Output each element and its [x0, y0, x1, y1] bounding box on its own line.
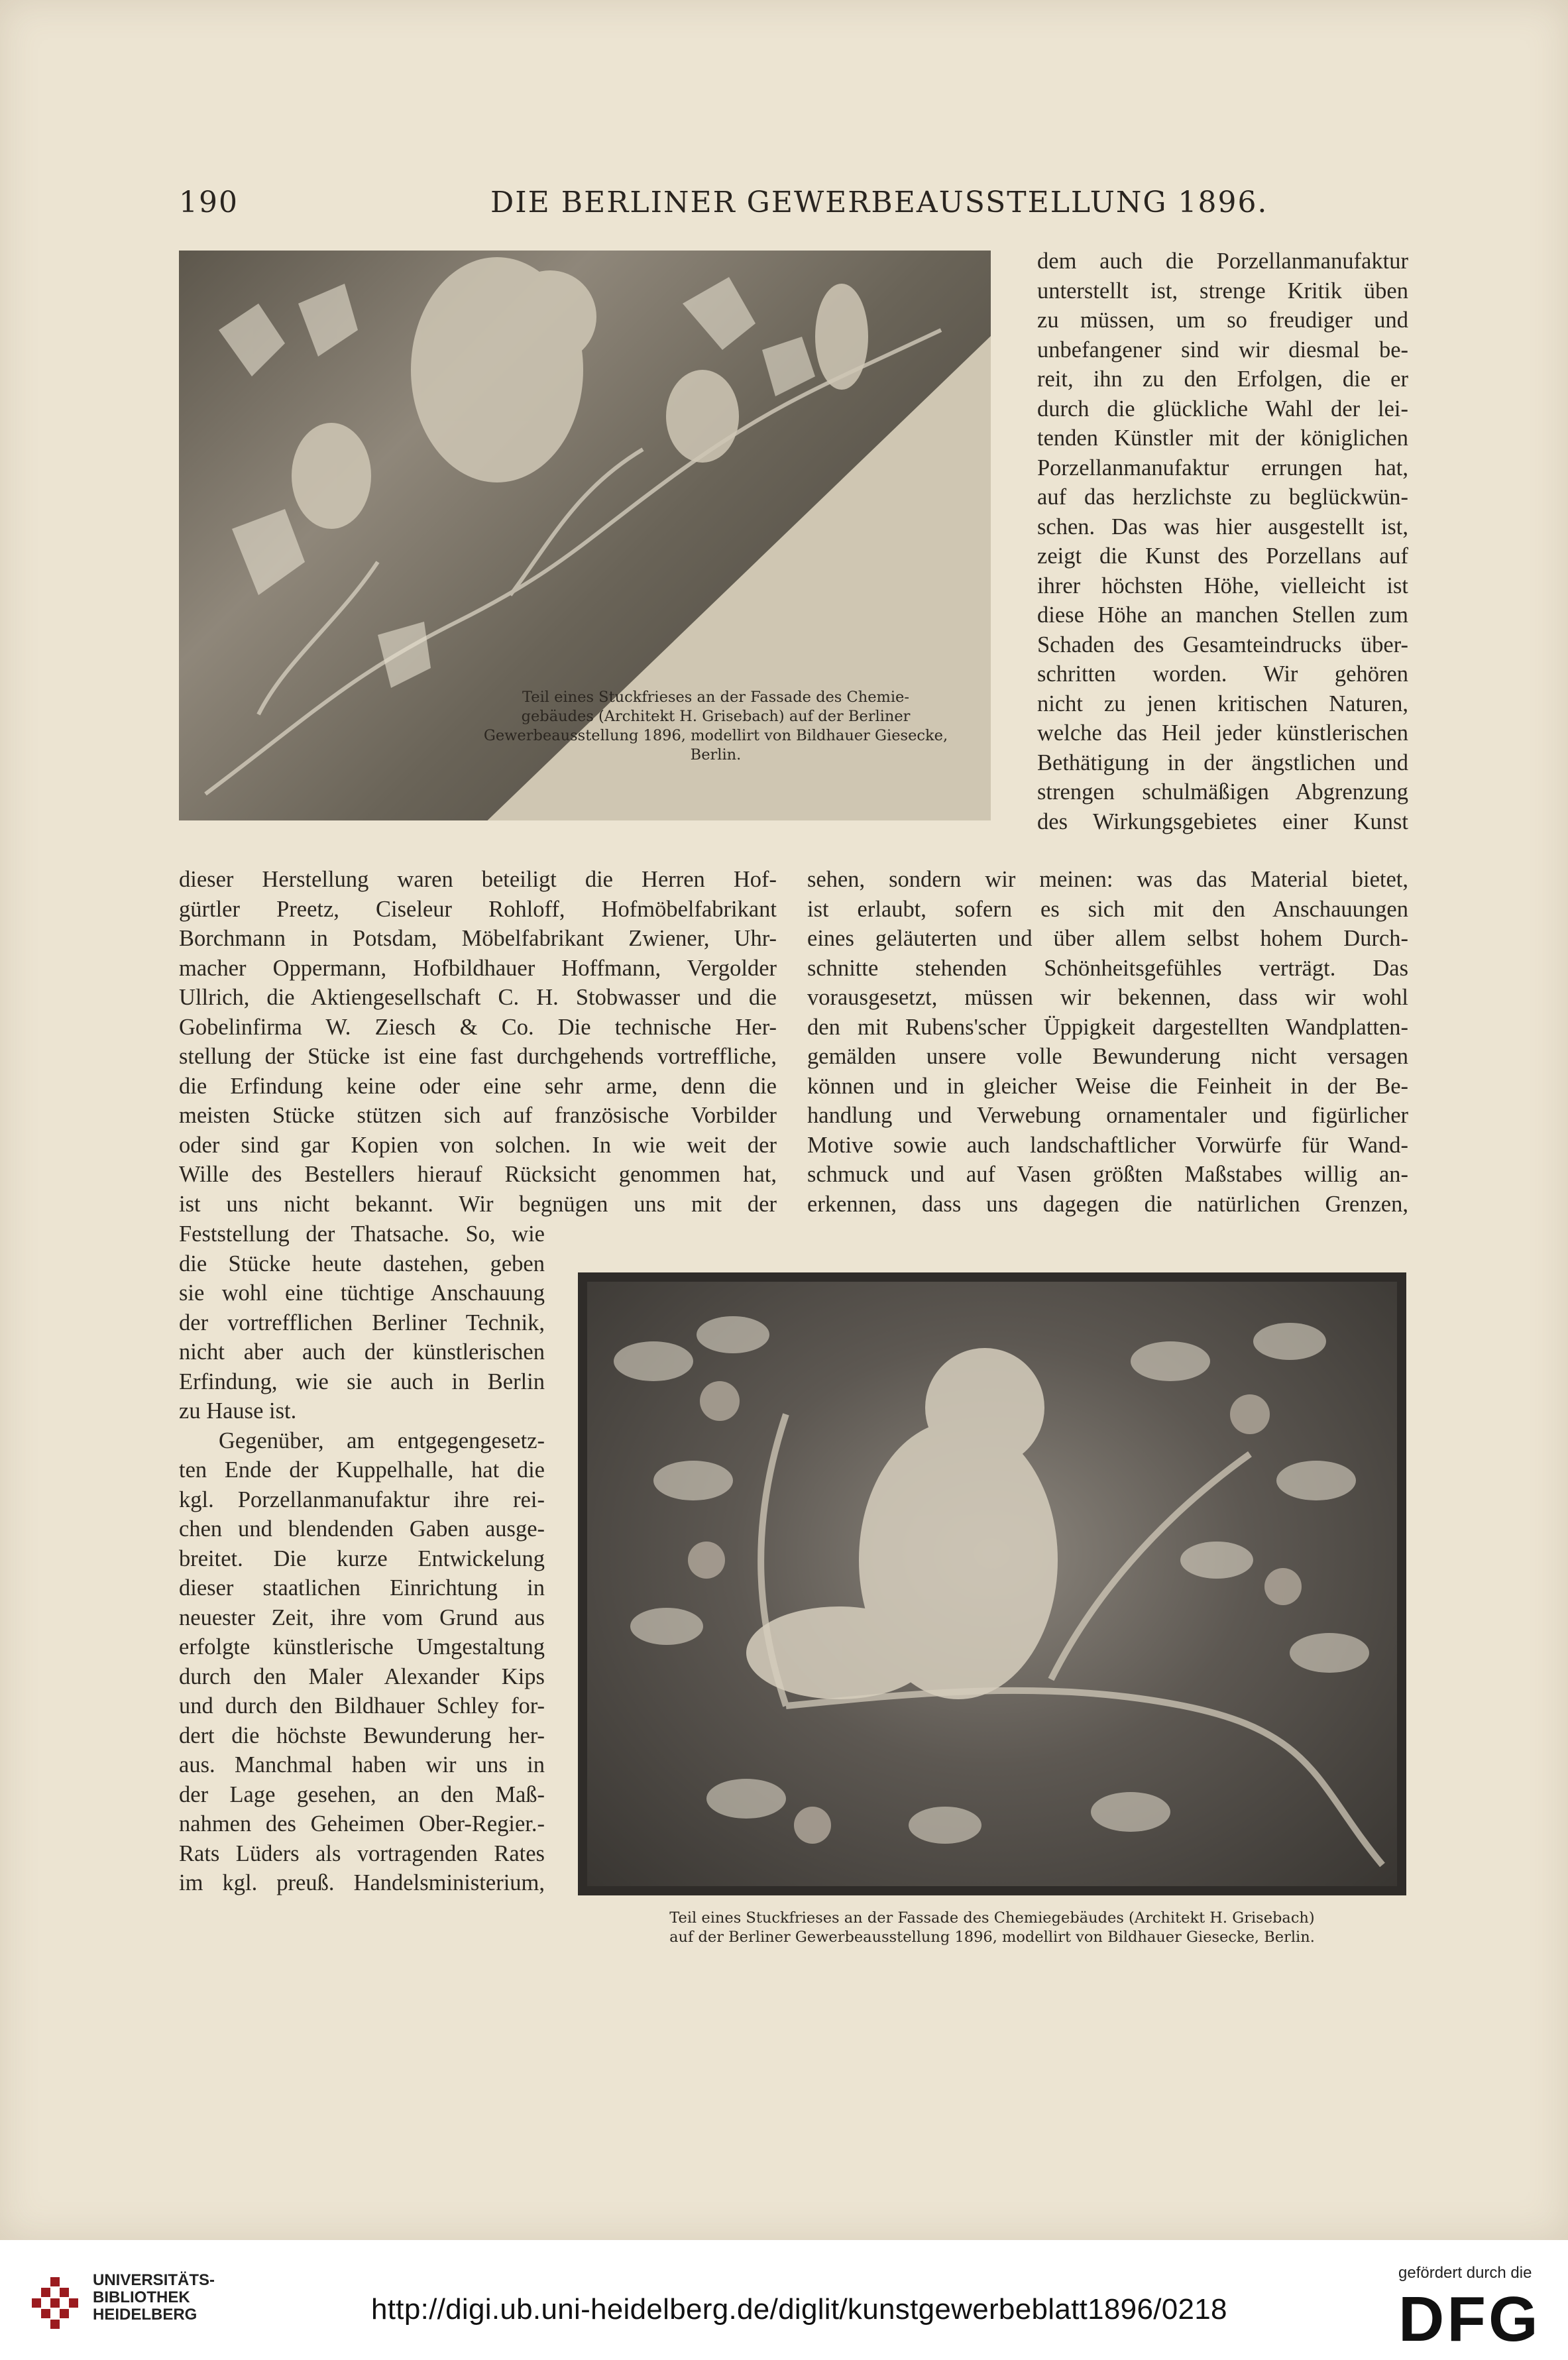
text-line: gürtler Preetz, Ciseleur Rohloff, Hofmöbelfabrikant: [179, 896, 777, 922]
text-line: ist uns nicht bekannt. Wir begnügen uns mit der: [179, 1191, 777, 1217]
text-line: durch die glückliche Wahl der lei-: [1037, 396, 1408, 421]
text-line: oder sind gar Kopien von solchen. In wie weit der: [179, 1132, 777, 1158]
text-line: dert die höchste Bewunderung her-: [179, 1722, 545, 1748]
text-line: eines geläuterten und über allem selbst hohem Durch-: [807, 926, 1408, 951]
text-line: vorausgesetzt, müssen wir bekennen, dass wir wohl: [807, 985, 1408, 1010]
text-line: Erfindung, wie sie auch in Berlin: [179, 1369, 545, 1394]
text-line: schmuck und auf Vasen größten Maßstabes willig an-: [807, 1162, 1408, 1187]
text-line: welche das Heil jeder künstlerischen: [1037, 720, 1408, 746]
text-line: neuester Zeit, ihre vom Grund aus: [179, 1604, 545, 1630]
text-line: Feststellung der Thatsache. So, wie: [179, 1221, 545, 1247]
text-line: erkennen, dass uns dagegen die natürlichen Grenzen,: [807, 1191, 1408, 1217]
text-line: zu müssen, um so freudiger und: [1037, 308, 1408, 333]
text-line: schnitte stehenden Schönheitsgefühles verträgt. Das: [807, 955, 1408, 981]
right-column-top: [1037, 247, 1408, 836]
figure-1-caption: [471, 688, 961, 765]
text-line: unbefangener sind wir diesmal be-: [1037, 337, 1408, 363]
text-line: unterstellt ist, strenge Kritik üben: [1037, 278, 1408, 304]
text-line: können und in gleicher Weise die Feinheit in der Be-: [807, 1073, 1408, 1099]
right-column-middle: [807, 865, 1408, 1219]
frieze-image-2: [587, 1282, 1397, 1886]
text-line: durch den Maler Alexander Kips: [179, 1663, 545, 1689]
text-line: erfolgte künstlerische Umgestaltung: [179, 1634, 545, 1659]
text-line: macher Oppermann, Hofbildhauer Hoffmann, Vergolder: [179, 955, 777, 981]
text-line: ist erlaubt, sofern es sich mit den Anschauungen: [807, 896, 1408, 922]
running-title: DIE BERLINER GEWERBEAUSSTELLUNG 1896.: [490, 186, 1268, 219]
text-line: dieser staatlichen Einrichtung in: [179, 1575, 545, 1601]
text-line: meisten Stücke stützen sich auf französische Vorbilder: [179, 1103, 777, 1128]
text-line: nicht zu jenen kritischen Naturen,: [1037, 691, 1408, 716]
text-line: Borchmann in Potsdam, Möbelfabrikant Zwiener, Uhr-: [179, 926, 777, 951]
text-line: gemälden unsere volle Bewunderung nicht versagen: [807, 1044, 1408, 1069]
text-line: Bethätigung in der ängstlichen und: [1037, 750, 1408, 775]
dfg-logo: DFG: [1398, 2284, 1541, 2355]
text-line: Gobelinfirma W. Ziesch & Co. Die technische Her-: [179, 1014, 777, 1040]
text-line: stellung der Stücke ist eine fast durchgehends vortreffliche,: [179, 1044, 777, 1069]
text-line: nahmen des Geheimen Ober-Regier.-: [179, 1811, 545, 1836]
text-line: Porzellanmanufaktur errungen hat,: [1037, 455, 1408, 480]
text-line: Ullrich, die Aktiengesellschaft C. H. Stobwasser und die: [179, 985, 777, 1010]
text-line: des Wirkungsgebietes einer Kunst: [1037, 809, 1408, 834]
text-line: auf das herzlichste zu beglückwün-: [1037, 484, 1408, 510]
text-line: reit, ihn zu den Erfolgen, die er: [1037, 366, 1408, 392]
library-name-line: UNIVERSITÄTS-: [93, 2271, 215, 2289]
text-line: diese Höhe an manchen Stellen zum: [1037, 602, 1408, 628]
figure-2-caption-line: Teil eines Stuckfrieses an der Fassade des Chemiegebäudes (Architekt H. Grisebach): [669, 1909, 1315, 1927]
text-line: dieser Herstellung waren beteiligt die Herren Hof-: [179, 867, 777, 892]
text-line: die Stücke heute dastehen, geben: [179, 1251, 545, 1276]
page-number: 190: [179, 186, 239, 219]
library-name-line: BIBLIOTHEK: [93, 2288, 190, 2306]
text-line: ten Ende der Kuppelhalle, hat die: [179, 1457, 545, 1483]
text-line: Motive sowie auch landschaftlicher Vorwürfe für Wand-: [807, 1132, 1408, 1158]
text-line: und durch den Bildhauer Schley for-: [179, 1693, 545, 1718]
left-column-bottom: [179, 1219, 545, 1898]
figure-1-caption-line: Berlin.: [690, 746, 742, 763]
text-line: aus. Manchmal haben wir uns in: [179, 1752, 545, 1777]
page-header: [179, 186, 1405, 225]
text-line: strengen schulmäßigen Abgrenzung: [1037, 779, 1408, 805]
text-line: Schaden des Gesamteindrucks über-: [1037, 632, 1408, 657]
text-line: Rats Lüders als vortragenden Rates: [179, 1840, 545, 1866]
text-line: schritten worden. Wir gehören: [1037, 661, 1408, 687]
text-line: nicht aber auch der künstlerischen: [179, 1339, 545, 1365]
text-line: dem auch die Porzellanmanufaktur: [1037, 249, 1408, 274]
figure-1-caption-line: gebäudes (Architekt H. Grisebach) auf der Berliner: [521, 708, 911, 725]
text-line: Wille des Bestellers hierauf Rücksicht genommen hat,: [179, 1162, 777, 1187]
text-line: schen. Das was hier ausgestellt ist,: [1037, 514, 1408, 539]
text-line: Gegenüber, am entgegengesetz-: [219, 1428, 545, 1453]
text-line: chen und blendenden Gaben ausge-: [179, 1516, 545, 1542]
text-line: den mit Rubens'scher Üppigkeit dargestellten Wandplatten-: [807, 1014, 1408, 1040]
text-line: sehen, sondern wir meinen: was das Material bietet,: [807, 867, 1408, 892]
digitization-footer: [0, 2240, 1568, 2360]
text-line: die Erfindung keine oder eine sehr arme, denn die: [179, 1073, 777, 1099]
figure-1-caption-line: Teil eines Stuckfrieses an der Fassade des Chemie-: [522, 689, 909, 706]
text-line: handlung und Verwebung ornamentaler und figürlicher: [807, 1103, 1408, 1128]
permalink-url[interactable]: http://digi.ub.uni-heidelberg.de/diglit/kunstgewerbeblatt1896/0218: [371, 2293, 1227, 2326]
figure-2-caption-line: auf der Berliner Gewerbeausstellung 1896, modellirt von Bildhauer Giesecke, Berlin.: [669, 1929, 1315, 1946]
frieze-relief-illustration-2: [587, 1282, 1397, 1886]
text-line: zu Hause ist.: [179, 1398, 297, 1424]
left-column-middle: [179, 865, 777, 1219]
text-line: der Lage gesehen, an den Maß-: [179, 1781, 545, 1807]
text-line: im kgl. preuß. Handelsministerium,: [179, 1870, 545, 1895]
figure-stucco-frieze-1: [179, 251, 991, 820]
text-line: zeigt die Kunst des Porzellans auf: [1037, 543, 1408, 569]
text-line: kgl. Porzellanmanufaktur ihre rei-: [179, 1487, 545, 1512]
library-name-line: HEIDELBERG: [93, 2306, 197, 2324]
library-name: [93, 2272, 215, 2324]
university-library-logo-icon: [27, 2273, 86, 2333]
text-line: ihrer höchsten Höhe, vielleicht ist: [1037, 573, 1408, 598]
text-line: sie wohl eine tüchtige Anschauung: [179, 1280, 545, 1306]
text-line: breitet. Die kurze Entwickelung: [179, 1545, 545, 1571]
figure-1-caption-line: Gewerbeausstellung 1896, modellirt von Bildhauer Giesecke,: [483, 727, 948, 744]
figure-2-caption: [578, 1909, 1406, 1947]
funding-note: gefördert durch die: [1398, 2264, 1532, 2282]
text-line: der vortrefflichen Berliner Technik,: [179, 1310, 545, 1335]
figure-stucco-frieze-2: [578, 1272, 1406, 1895]
text-line: tenden Künstler mit der königlichen: [1037, 425, 1408, 451]
